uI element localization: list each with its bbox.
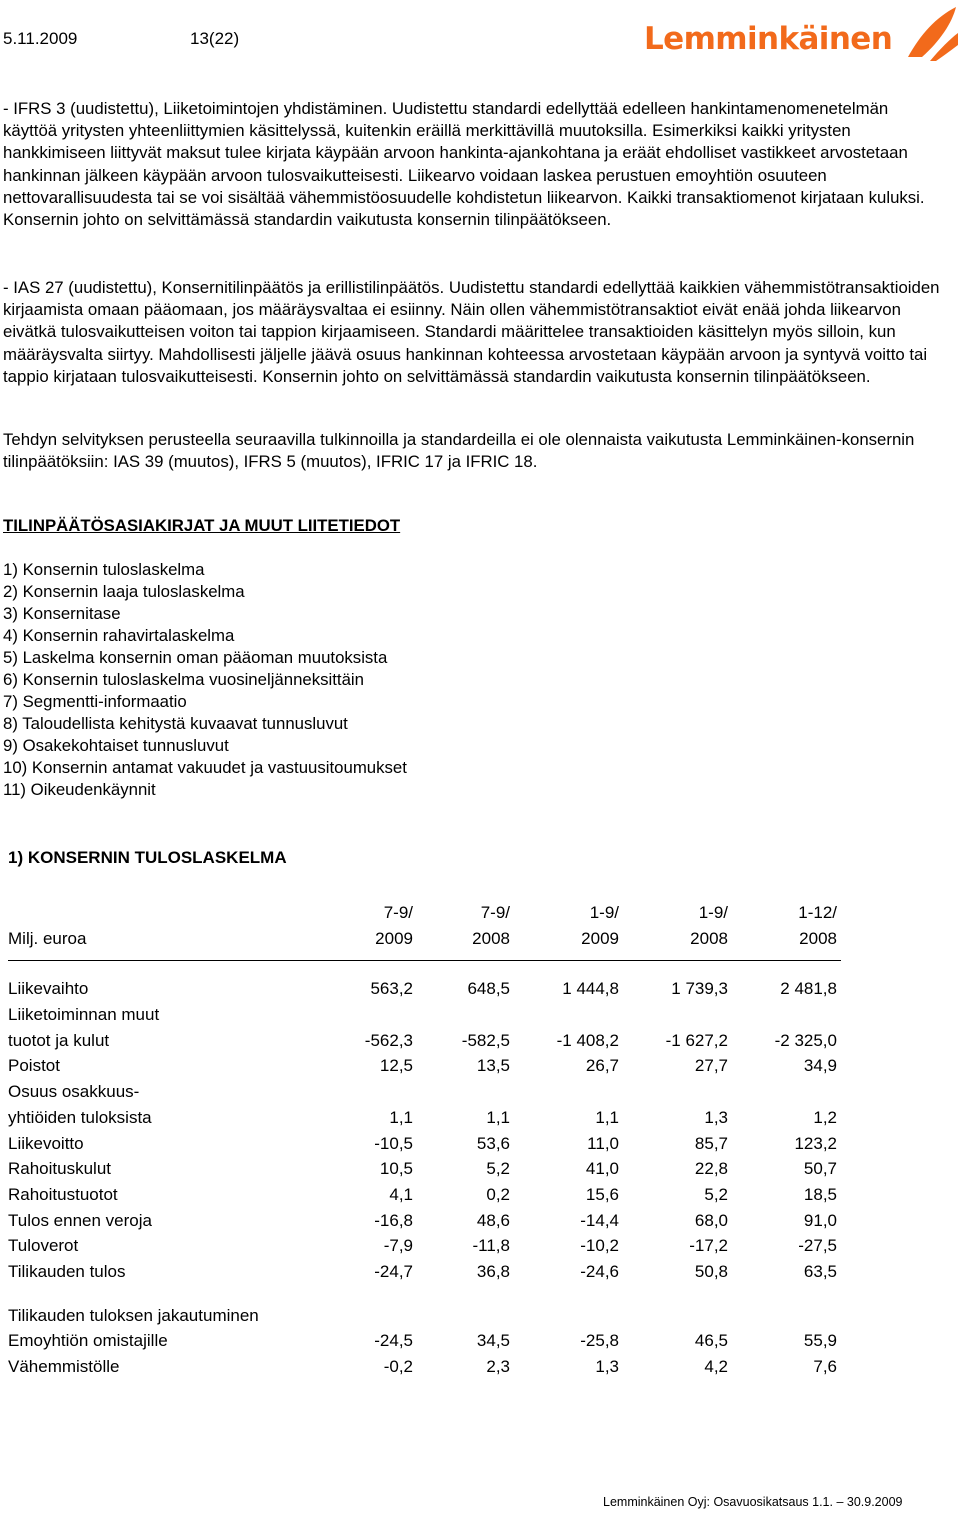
- column-period: 7-9/: [480, 903, 510, 922]
- row-label: Emoyhtiön omistajille: [8, 1331, 168, 1351]
- table-row: [8, 1236, 841, 1262]
- list-item: 8) Taloudellista kehitystä kuvaavat tunnusluvut: [3, 714, 348, 733]
- row-label: yhtiöiden tuloksista: [8, 1107, 152, 1127]
- attachments-list: [3, 559, 407, 801]
- table-cell: 123,2: [794, 1133, 837, 1153]
- table-cell: 1,3: [704, 1107, 728, 1127]
- row-label: Rahoituskulut: [8, 1159, 112, 1179]
- table-cell: 0,2: [486, 1184, 510, 1204]
- table-cell: 63,5: [803, 1261, 837, 1281]
- table-cell: 7,6: [813, 1357, 837, 1376]
- table-cell: 91,0: [803, 1210, 837, 1230]
- table-cell: -582,5: [461, 1030, 510, 1050]
- table-row: [8, 1108, 841, 1134]
- row-label: Liikevaihto: [8, 979, 89, 999]
- table-row: [8, 1262, 841, 1288]
- row-label: Poistot: [8, 1056, 60, 1076]
- row-label: Tuloverot: [8, 1236, 79, 1256]
- ifrs3-paragraph: - IFRS 3 (uudistettu), Liiketoimintojen yhdistäminen. Uudistettu standardi edellyttää edelleen hankintamenomenetelmän käyttöä yritysten yhteenliittymien käsittelyssä, kuitenkin eräillä merkittävillä muutoksilla. Esimerkiksi kaikki yritysten hankkimiseen liittyvät maksut tulee kirjata käypään arvoon hankinta-ajankohtana ja eräät ehdolliset vastikkeet arvostetaan hankinnan jälkeen käypään arvoon tulosvaikutteisesti. Liikearvo voidaan laskea perustuen emoyhtiön osuuteen nettovarallisuudesta tai se voi sisältää vähemmistöosuudelle kohdistetun liikearvon. Kaikki transaktiomenot kirjataan kuluksi. Konsernin johto on selvittämässä standardin vaikutusta konsernin tilinpäätökseen.: [3, 99, 925, 230]
- table-cell: 4,2: [704, 1357, 728, 1376]
- table-cell: -10,2: [580, 1236, 619, 1256]
- list-item: 5) Laskelma konsernin oman pääoman muutoksista: [3, 648, 388, 667]
- table-cell: 36,8: [476, 1261, 510, 1281]
- table-cell: -2 325,0: [774, 1030, 837, 1050]
- column-period: 1-9/: [589, 903, 619, 922]
- column-period: 1-9/: [698, 903, 728, 922]
- table-row: [8, 1331, 841, 1357]
- row-label: Osuus osakkuus-: [8, 1082, 140, 1102]
- table-cell: 55,9: [803, 1331, 837, 1351]
- company-logo: [644, 5, 960, 67]
- column-year: 2008: [472, 928, 510, 948]
- column-period: 7-9/: [383, 903, 413, 922]
- table-row: [8, 1185, 841, 1211]
- list-item: 2) Konsernin laaja tuloslaskelma: [3, 582, 245, 601]
- list-item: 6) Konsernin tuloslaskelma vuosineljänneksittäin: [3, 670, 364, 689]
- report-date: 5.11.2009: [3, 29, 78, 48]
- table-row: [8, 1056, 841, 1082]
- row-label: Liikevoitto: [8, 1133, 84, 1153]
- list-item: 9) Osakekohtaiset tunnusluvut: [3, 736, 229, 755]
- table-spacer: [8, 1288, 841, 1306]
- row-label: Tulos ennen veroja: [8, 1210, 152, 1230]
- distribution-heading-row: [8, 1306, 841, 1332]
- table-row: [8, 1005, 841, 1031]
- table-cell: -24,5: [374, 1331, 413, 1351]
- table-cell: -1 408,2: [556, 1030, 619, 1050]
- table-cell: -16,8: [374, 1210, 413, 1230]
- table-cell: 18,5: [803, 1184, 837, 1204]
- table-row: [8, 1082, 841, 1108]
- table-cell: 1,1: [486, 1107, 510, 1127]
- list-item: 10) Konsernin antamat vakuudet ja vastuusitoumukset: [3, 758, 407, 777]
- column-year: 2008: [799, 928, 837, 948]
- table-cell: 563,2: [370, 979, 413, 999]
- table-cell: -17,2: [689, 1236, 728, 1256]
- row-label: tuotot ja kulut: [8, 1030, 110, 1050]
- list-item: 3) Konsernitase: [3, 604, 121, 623]
- table-cell: 1 739,3: [671, 979, 728, 999]
- table-cell: 22,8: [694, 1159, 728, 1179]
- table-row: [8, 1159, 841, 1185]
- table-cell: 11,0: [587, 1133, 619, 1153]
- table-cell: -10,5: [374, 1133, 413, 1153]
- column-year: 2009: [375, 928, 413, 948]
- table-cell: 5,2: [486, 1159, 510, 1179]
- table-header-periods: [8, 903, 841, 929]
- row-label: Tilikauden tulos: [8, 1261, 126, 1281]
- table-cell: 4,1: [389, 1184, 413, 1204]
- table-cell: 34,5: [476, 1331, 510, 1351]
- income-statement-table: [8, 903, 841, 1383]
- page-number: 13(22): [190, 29, 240, 48]
- attachments-heading: TILINPÄÄTÖSASIAKIRJAT JA MUUT LIITETIEDOT: [3, 516, 401, 535]
- table-row: [8, 1211, 841, 1237]
- list-item: 11) Oikeudenkäynnit: [3, 780, 156, 799]
- table-row: [8, 979, 841, 1005]
- table-cell: 85,7: [694, 1133, 728, 1153]
- ias27-paragraph: - IAS 27 (uudistettu), Konsernitilinpäätös ja erillistilinpäätös. Uudistettu standardi edellyttää kaikkien vähemmistötransaktioiden kirjaamista omaan pääomaan, jos määräysvaltaa ei esiinny. Näin ollen vähemmistötransaktiot eivät enää johda liikearvon eivätkä tulosvaikutteisen voiton tai tappion kirjaamiseen. Standardi määrittelee transaktioiden käsittelyn myös silloin, kun määräysvalta siirtyy. Mahdollisesti jäljelle jäävä osuus hankinnan kohteessa arvostetaan käypään arvoon ja syntyvä voitto tai tappio kirjataan tulosvaikutteisesti. Konsernin johto on selvittämässä standardin vaikutusta konsernin tilinpäätökseen.: [3, 278, 940, 386]
- table-cell: 1 444,8: [562, 979, 619, 999]
- table-cell: 13,5: [476, 1056, 510, 1076]
- table-cell: 1,2: [813, 1107, 837, 1127]
- table-cell: 2,3: [486, 1357, 510, 1376]
- row-label: Rahoitustuotot: [8, 1184, 118, 1204]
- table-cell: 648,5: [467, 979, 510, 999]
- table-cell: 50,8: [694, 1261, 728, 1281]
- table-cell: -0,2: [383, 1357, 413, 1376]
- row-label: Liiketoiminnan muut: [8, 1005, 160, 1025]
- list-item: 7) Segmentti-informaatio: [3, 692, 187, 711]
- table-cell: 68,0: [694, 1210, 728, 1230]
- income-statement-title: 1) KONSERNIN TULOSLASKELMA: [8, 848, 287, 867]
- table-cell: 34,9: [803, 1056, 837, 1076]
- table-row: [8, 1031, 841, 1057]
- table-cell: -24,7: [374, 1261, 413, 1281]
- table-cell: 26,7: [585, 1056, 619, 1076]
- unit-label: Milj. euroa: [8, 928, 87, 948]
- row-label: Vähemmistölle: [8, 1357, 120, 1376]
- header-divider: [8, 960, 841, 961]
- column-year: 2008: [690, 928, 728, 948]
- table-cell: 48,6: [476, 1210, 510, 1230]
- table-cell: 1,1: [389, 1107, 413, 1127]
- page-footer: Lemminkäinen Oyj: Osavuosikatsaus 1.1. – 30.9.2009: [603, 1495, 903, 1509]
- table-cell: 46,5: [694, 1331, 728, 1351]
- table-cell: -7,9: [383, 1236, 413, 1256]
- table-row: [8, 1357, 841, 1383]
- table-cell: -25,8: [580, 1331, 619, 1351]
- other-standards-paragraph: Tehdyn selvityksen perusteella seuraavilla tulkinnoilla ja standardeilla ei ole olennaista vaikutusta Lemminkäinen-konsernin tilinpäätöksiin: IAS 39 (muutos), IFRS 5 (muutos), IFRIC 17 ja IFRIC 18.: [3, 430, 915, 472]
- table-cell: -1 627,2: [665, 1030, 728, 1050]
- table-cell: 53,6: [476, 1133, 510, 1153]
- table-cell: 27,7: [694, 1056, 728, 1076]
- table-cell: -11,8: [472, 1236, 510, 1256]
- table-cell: 12,5: [379, 1056, 413, 1076]
- column-period: 1-12/: [798, 903, 837, 922]
- table-cell: 5,2: [704, 1184, 728, 1204]
- distribution-label: Tilikauden tuloksen jakautuminen: [8, 1305, 259, 1325]
- table-cell: -27,5: [798, 1236, 837, 1256]
- table-cell: 50,7: [803, 1159, 837, 1179]
- table-cell: 41,0: [585, 1159, 619, 1179]
- table-cell: -562,3: [364, 1030, 413, 1050]
- table-row: [8, 1134, 841, 1160]
- list-item: 4) Konsernin rahavirtalaskelma: [3, 626, 235, 645]
- logo-wordmark: Lemminkäinen: [644, 21, 893, 57]
- table-header-years: [8, 929, 841, 955]
- table-cell: -14,4: [580, 1210, 619, 1230]
- table-cell: 15,6: [585, 1184, 619, 1204]
- logo-swoosh-icon: [900, 5, 960, 63]
- list-item: 1) Konsernin tuloslaskelma: [3, 560, 205, 579]
- table-cell: -24,6: [580, 1261, 619, 1281]
- table-cell: 1,1: [595, 1107, 619, 1127]
- column-year: 2009: [581, 928, 619, 948]
- table-cell: 1,3: [595, 1357, 619, 1376]
- table-cell: 2 481,8: [780, 979, 837, 999]
- table-cell: 10,5: [379, 1159, 413, 1179]
